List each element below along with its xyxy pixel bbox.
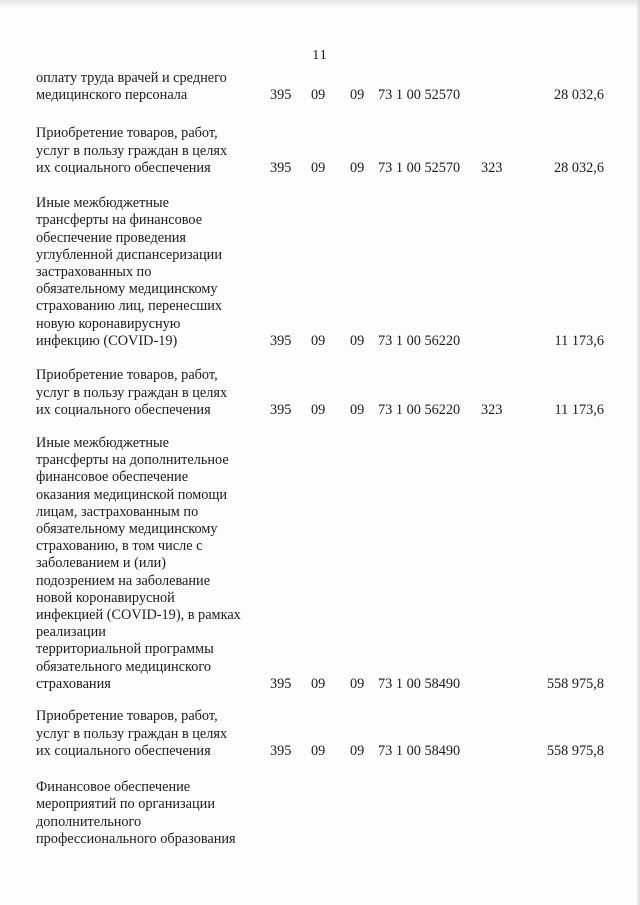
subsection-code: 09 [350,332,365,349]
row-amount: 11 173,6 [554,401,604,418]
row-amount: 28 032,6 [553,159,604,176]
subsection-code: 09 [350,675,365,692]
row-description: Приобретение товаров, работ, услуг в пользу граждан в целях их социального обеспечения [36,367,228,418]
ministry-code: 395 [270,159,292,176]
ministry-code: 395 [270,675,292,692]
section-code: 09 [311,159,326,176]
target-article-code: 73 1 00 56220 [378,332,461,349]
row-amount: 558 975,8 [546,675,604,692]
section-code: 09 [311,401,326,418]
ministry-code: 395 [270,86,292,103]
row-description: Иные межбюджетные трансферты на финансовое обеспечение проведения углубленной диспансеризации застрахованных по обязательному медицинскому страхованию лиц, перенесших новую коронавирусную инфекцию (COVID-19) [36,195,223,349]
row-description: оплату труда врачей и среднего медицинского персонала [36,69,227,103]
section-code: 09 [311,86,326,103]
expense-type-code: 323 [481,159,503,176]
row-description: Приобретение товаров, работ, услуг в пользу граждан в целях их социального обеспечения [36,125,228,176]
target-article-code: 73 1 00 58490 [378,675,461,692]
ministry-code: 395 [270,401,292,418]
target-article-code: 73 1 00 58490 [378,742,461,759]
section-code: 09 [311,675,326,692]
subsection-code: 09 [350,401,365,418]
ministry-code: 395 [270,332,292,349]
section-code: 09 [311,332,326,349]
target-article-code: 73 1 00 52570 [378,86,461,103]
row-description: Финансовое обеспечение мероприятий по организации дополнительного профессионального образования [36,779,236,847]
page-number: 11 [312,48,328,63]
expense-type-code: 323 [481,401,503,418]
row-amount: 558 975,8 [546,742,604,759]
subsection-code: 09 [350,742,365,759]
row-description: Приобретение товаров, работ, услуг в пользу граждан в целях их социального обеспечения [36,708,228,759]
subsection-code: 09 [350,86,365,103]
subsection-code: 09 [350,159,365,176]
target-article-code: 73 1 00 56220 [378,401,461,418]
section-code: 09 [311,742,326,759]
row-amount: 11 173,6 [554,332,604,349]
row-amount: 28 032,6 [553,86,604,103]
target-article-code: 73 1 00 52570 [378,159,461,176]
row-description: Иные межбюджетные трансферты на дополнительное финансовое обеспечение оказания медицинской помощи лицам, застрахованным по обязательному медицинскому страхованию, в том числе с заболеванием и (или) подозрением на заболевание новой коронавирусной инфекцией (COVID-19), в рамках реализации территориальной программы обязательного медицинского страхования [36,434,241,692]
ministry-code: 395 [270,742,292,759]
